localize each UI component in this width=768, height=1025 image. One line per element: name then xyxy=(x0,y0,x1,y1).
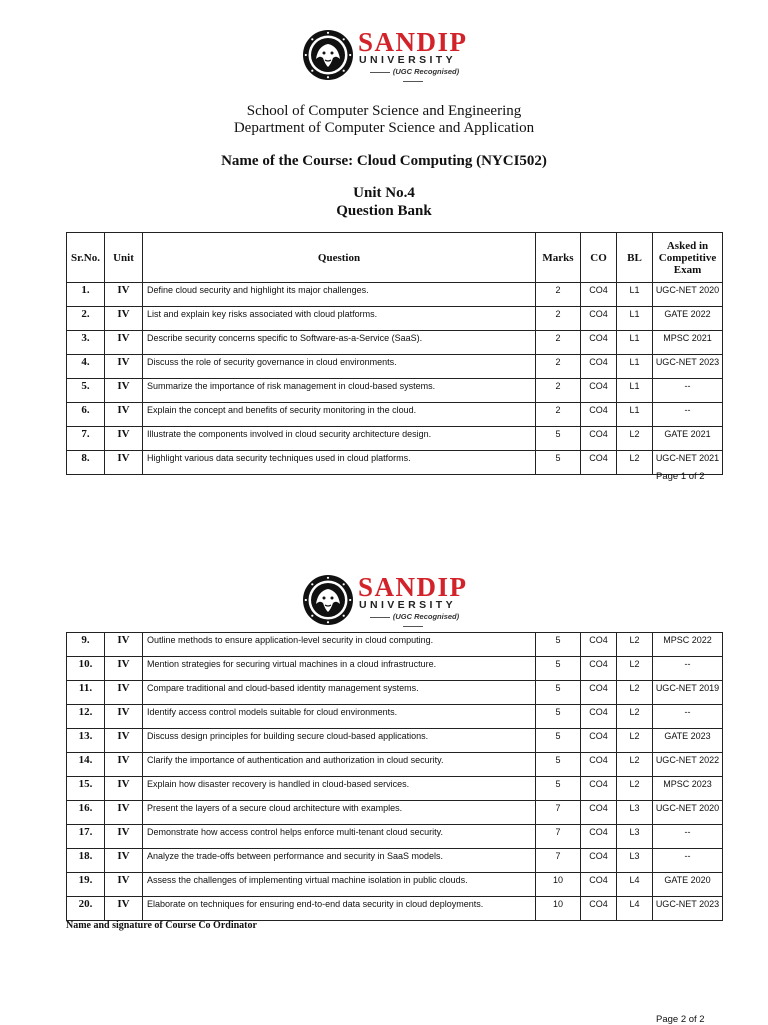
table-row xyxy=(67,873,723,897)
co-cell: CO4 xyxy=(581,777,617,801)
question-cell: Discuss the role of security governance in cloud environments. xyxy=(143,355,536,379)
sr-no-cell: 11. xyxy=(67,681,105,705)
marks-cell: 5 xyxy=(536,633,581,657)
sr-no-cell: 5. xyxy=(67,379,105,403)
marks-cell: 2 xyxy=(536,403,581,427)
question-cell: Demonstrate how access control helps enforce multi-tenant cloud security. xyxy=(143,825,536,849)
unit-cell: IV xyxy=(105,427,143,451)
unit-cell: IV xyxy=(105,681,143,705)
school-name: School of Computer Science and Engineering xyxy=(246,103,522,119)
question-cell: Explain how disaster recovery is handled in cloud-based services. xyxy=(143,777,536,801)
unit-cell: IV xyxy=(105,873,143,897)
bl-cell: L4 xyxy=(617,897,653,921)
col-header-unit: Unit xyxy=(105,233,143,283)
unit-number: Unit No.4 xyxy=(353,185,415,201)
bl-cell: L1 xyxy=(617,379,653,403)
co-cell: CO4 xyxy=(581,331,617,355)
exam-cell: MPSC 2021 xyxy=(653,331,723,355)
exam-cell: UGC-NET 2021 xyxy=(653,451,723,475)
co-cell: CO4 xyxy=(581,307,617,331)
marks-cell: 2 xyxy=(536,355,581,379)
bl-cell: L4 xyxy=(617,873,653,897)
question-cell: Mention strategies for securing virtual machines in a cloud infrastructure. xyxy=(143,657,536,681)
question-cell: Illustrate the components involved in cloud security architecture design. xyxy=(143,427,536,451)
sr-no-cell: 10. xyxy=(67,657,105,681)
co-cell: CO4 xyxy=(581,355,617,379)
exam-cell: -- xyxy=(653,379,723,403)
table-header-row xyxy=(67,233,723,283)
question-cell: Highlight various data security techniques used in cloud platforms. xyxy=(143,451,536,475)
brand-recognition: (UGC Recognised) xyxy=(359,67,467,85)
question-table-page-2 xyxy=(66,632,723,921)
unit-cell: IV xyxy=(105,705,143,729)
unit-cell: IV xyxy=(105,729,143,753)
page-number: Page 1 of 2 xyxy=(656,471,705,482)
col-header-marks: Marks xyxy=(536,233,581,283)
question-cell: Describe security concerns specific to Software-as-a-Service (SaaS). xyxy=(143,331,536,355)
unit-cell: IV xyxy=(105,355,143,379)
sr-no-cell: 2. xyxy=(67,307,105,331)
table-row xyxy=(67,849,723,873)
bl-cell: L3 xyxy=(617,825,653,849)
unit-cell: IV xyxy=(105,777,143,801)
table-row xyxy=(67,427,723,451)
exam-cell: -- xyxy=(653,705,723,729)
university-logo xyxy=(302,574,468,626)
signature-label: Name and signature of Course Co Ordinator xyxy=(66,920,257,931)
marks-cell: 5 xyxy=(536,451,581,475)
marks-cell: 5 xyxy=(536,729,581,753)
exam-cell: UGC-NET 2020 xyxy=(653,801,723,825)
table-row xyxy=(67,657,723,681)
co-cell: CO4 xyxy=(581,379,617,403)
unit-heading xyxy=(0,184,768,220)
exam-cell: GATE 2022 xyxy=(653,307,723,331)
lion-seal-icon xyxy=(302,574,354,626)
co-cell: CO4 xyxy=(581,825,617,849)
co-cell: CO4 xyxy=(581,633,617,657)
co-cell: CO4 xyxy=(581,283,617,307)
unit-cell: IV xyxy=(105,801,143,825)
exam-cell: MPSC 2023 xyxy=(653,777,723,801)
table-row xyxy=(67,633,723,657)
question-cell: List and explain key risks associated with cloud platforms. xyxy=(143,307,536,331)
marks-cell: 5 xyxy=(536,753,581,777)
brand-name: SANDIP xyxy=(358,572,468,602)
marks-cell: 5 xyxy=(536,681,581,705)
bl-cell: L1 xyxy=(617,307,653,331)
bl-cell: L2 xyxy=(617,657,653,681)
sr-no-cell: 9. xyxy=(67,633,105,657)
bl-cell: L2 xyxy=(617,729,653,753)
sr-no-cell: 19. xyxy=(67,873,105,897)
exam-cell: -- xyxy=(653,657,723,681)
bl-cell: L2 xyxy=(617,451,653,475)
bl-cell: L1 xyxy=(617,355,653,379)
question-cell: Summarize the importance of risk management in cloud-based systems. xyxy=(143,379,536,403)
table-row xyxy=(67,307,723,331)
brand-name: SANDIP xyxy=(358,27,468,57)
co-cell: CO4 xyxy=(581,801,617,825)
marks-cell: 5 xyxy=(536,777,581,801)
co-cell: CO4 xyxy=(581,427,617,451)
question-cell: Present the layers of a secure cloud architecture with examples. xyxy=(143,801,536,825)
question-cell: Define cloud security and highlight its major challenges. xyxy=(143,283,536,307)
marks-cell: 10 xyxy=(536,897,581,921)
brand-subtitle: UNIVERSITY xyxy=(359,599,457,611)
col-header-bl: BL xyxy=(617,233,653,283)
unit-cell: IV xyxy=(105,379,143,403)
sr-no-cell: 15. xyxy=(67,777,105,801)
exam-cell: UGC-NET 2020 xyxy=(653,283,723,307)
brand-recognition: (UGC Recognised) xyxy=(359,612,467,630)
question-cell: Compare traditional and cloud-based identity management systems. xyxy=(143,681,536,705)
school-heading xyxy=(0,103,768,137)
sr-no-cell: 4. xyxy=(67,355,105,379)
question-table-page-1 xyxy=(66,232,723,475)
sr-no-cell: 17. xyxy=(67,825,105,849)
unit-cell: IV xyxy=(105,897,143,921)
table-row xyxy=(67,355,723,379)
question-cell: Analyze the trade-offs between performance and security in SaaS models. xyxy=(143,849,536,873)
marks-cell: 7 xyxy=(536,825,581,849)
table-row xyxy=(67,403,723,427)
unit-cell: IV xyxy=(105,451,143,475)
table-row xyxy=(67,729,723,753)
col-header-srno: Sr.No. xyxy=(67,233,105,283)
exam-cell: UGC-NET 2019 xyxy=(653,681,723,705)
col-header-exam: Asked in Competitive Exam xyxy=(653,233,723,283)
sr-no-cell: 7. xyxy=(67,427,105,451)
marks-cell: 10 xyxy=(536,873,581,897)
department-name: Department of Computer Science and Application xyxy=(233,120,535,136)
brand-subtitle: UNIVERSITY xyxy=(359,54,457,66)
university-logo xyxy=(302,29,468,81)
course-title: Name of the Course: Cloud Computing (NYCI502) xyxy=(221,153,547,169)
sr-no-cell: 14. xyxy=(67,753,105,777)
marks-cell: 2 xyxy=(536,331,581,355)
marks-cell: 7 xyxy=(536,849,581,873)
table-row xyxy=(67,897,723,921)
page-number: Page 2 of 2 xyxy=(656,1014,705,1025)
sr-no-cell: 16. xyxy=(67,801,105,825)
question-cell: Elaborate on techniques for ensuring end-to-end data security in cloud deployments. xyxy=(143,897,536,921)
co-cell: CO4 xyxy=(581,753,617,777)
sr-no-cell: 18. xyxy=(67,849,105,873)
table-row xyxy=(67,451,723,475)
question-cell: Identify access control models suitable for cloud environments. xyxy=(143,705,536,729)
bl-cell: L3 xyxy=(617,849,653,873)
sr-no-cell: 8. xyxy=(67,451,105,475)
question-cell: Assess the challenges of implementing virtual machine isolation in public clouds. xyxy=(143,873,536,897)
exam-cell: GATE 2021 xyxy=(653,427,723,451)
co-cell: CO4 xyxy=(581,681,617,705)
co-cell: CO4 xyxy=(581,451,617,475)
exam-cell: MPSC 2022 xyxy=(653,633,723,657)
exam-cell: GATE 2020 xyxy=(653,873,723,897)
co-cell: CO4 xyxy=(581,657,617,681)
table-row xyxy=(67,331,723,355)
marks-cell: 2 xyxy=(536,307,581,331)
co-cell: CO4 xyxy=(581,873,617,897)
col-header-question: Question xyxy=(143,233,536,283)
marks-cell: 2 xyxy=(536,283,581,307)
question-cell: Outline methods to ensure application-level security in cloud computing. xyxy=(143,633,536,657)
bl-cell: L2 xyxy=(617,633,653,657)
co-cell: CO4 xyxy=(581,849,617,873)
sr-no-cell: 1. xyxy=(67,283,105,307)
exam-cell: -- xyxy=(653,849,723,873)
exam-cell: GATE 2023 xyxy=(653,729,723,753)
question-cell: Discuss design principles for building secure cloud-based applications. xyxy=(143,729,536,753)
exam-cell: UGC-NET 2023 xyxy=(653,897,723,921)
exam-cell: -- xyxy=(653,403,723,427)
bl-cell: L1 xyxy=(617,403,653,427)
sr-no-cell: 20. xyxy=(67,897,105,921)
bl-cell: L1 xyxy=(617,283,653,307)
lion-seal-icon xyxy=(302,29,354,81)
bl-cell: L2 xyxy=(617,681,653,705)
bl-cell: L3 xyxy=(617,801,653,825)
marks-cell: 5 xyxy=(536,705,581,729)
exam-cell: UGC-NET 2022 xyxy=(653,753,723,777)
question-bank-title: Question Bank xyxy=(336,203,432,219)
table-row xyxy=(67,681,723,705)
sr-no-cell: 12. xyxy=(67,705,105,729)
marks-cell: 2 xyxy=(536,379,581,403)
unit-cell: IV xyxy=(105,331,143,355)
bl-cell: L2 xyxy=(617,427,653,451)
co-cell: CO4 xyxy=(581,897,617,921)
bl-cell: L2 xyxy=(617,777,653,801)
marks-cell: 5 xyxy=(536,427,581,451)
table-row xyxy=(67,777,723,801)
marks-cell: 5 xyxy=(536,657,581,681)
bl-cell: L2 xyxy=(617,753,653,777)
sr-no-cell: 13. xyxy=(67,729,105,753)
bl-cell: L2 xyxy=(617,705,653,729)
co-cell: CO4 xyxy=(581,403,617,427)
unit-cell: IV xyxy=(105,633,143,657)
table-row xyxy=(67,801,723,825)
table-row xyxy=(67,283,723,307)
co-cell: CO4 xyxy=(581,729,617,753)
unit-cell: IV xyxy=(105,753,143,777)
unit-cell: IV xyxy=(105,849,143,873)
exam-cell: UGC-NET 2023 xyxy=(653,355,723,379)
table-row xyxy=(67,753,723,777)
unit-cell: IV xyxy=(105,403,143,427)
table-row xyxy=(67,379,723,403)
unit-cell: IV xyxy=(105,825,143,849)
question-cell: Clarify the importance of authentication and authorization in cloud security. xyxy=(143,753,536,777)
sr-no-cell: 3. xyxy=(67,331,105,355)
col-header-co: CO xyxy=(581,233,617,283)
bl-cell: L1 xyxy=(617,331,653,355)
table-row xyxy=(67,825,723,849)
unit-cell: IV xyxy=(105,283,143,307)
marks-cell: 7 xyxy=(536,801,581,825)
question-cell: Explain the concept and benefits of security monitoring in the cloud. xyxy=(143,403,536,427)
unit-cell: IV xyxy=(105,307,143,331)
table-row xyxy=(67,705,723,729)
sr-no-cell: 6. xyxy=(67,403,105,427)
unit-cell: IV xyxy=(105,657,143,681)
co-cell: CO4 xyxy=(581,705,617,729)
exam-cell: -- xyxy=(653,825,723,849)
